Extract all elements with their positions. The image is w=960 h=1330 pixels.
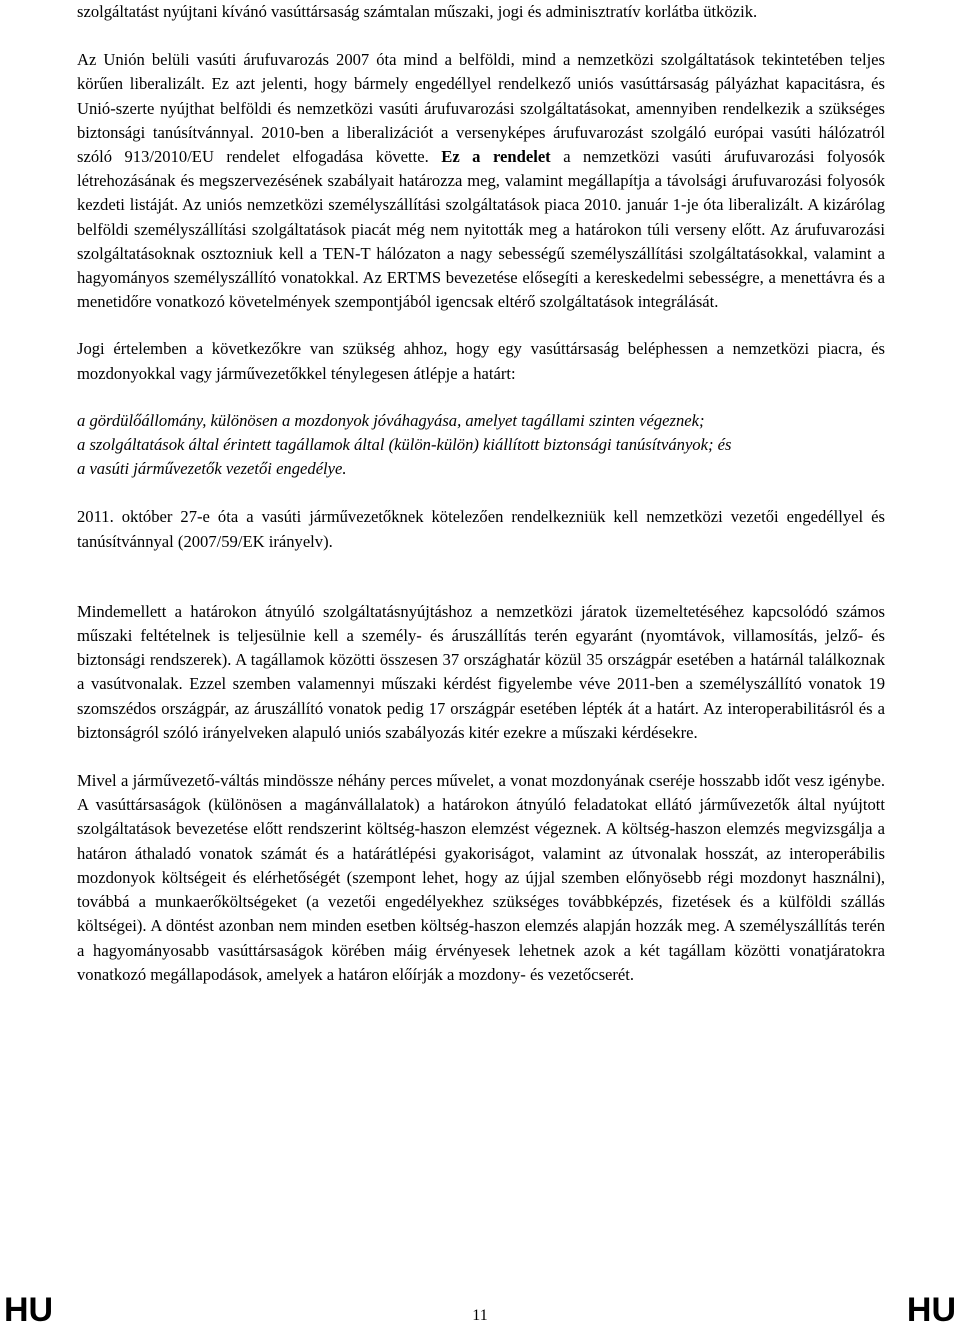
page-footer bbox=[0, 1290, 960, 1330]
list-item: a vasúti járművezetők vezetői engedélye. bbox=[77, 459, 347, 479]
paragraph-intro-continuation: szolgáltatást nyújtani kívánó vasúttársaság számtalan műszaki, jogi és adminisztratív korlátba ütközik. bbox=[77, 2, 758, 21]
paragraph-technical-conditions: Mindemellett a határokon átnyúló szolgáltatásnyújtáshoz a nemzetközi járatok üzemeltetéséhez kapcsolódó számos műszaki feltételnek is teljesülnie kell a személy- és áruszállítás terén egyaránt (nyomtávok, villamosítás, jelző- és biztonsági rendszerek). A tagállamok közötti összesen 37 országhatár közül 35 országpár esetében a határnál találkoznak a vasútvonalak. Ezzel szemben valamennyi műszaki kérdést figyelembe véve 2011-ben a személyszállító vonatok 19 szomszédos országpár, az áruszállító vonatok pedig 17 országpár esetében lépték át a határt. Az interoperabilitásról és a biztonságról szóló irányelveken alapuló uniós szabályozás kitér ezekre a műszaki kérdésekre. bbox=[77, 601, 885, 742]
list-item: a gördülőállomány, különösen a mozdonyok jóváhagyása, amelyet tagállami szinten végeznek; bbox=[77, 410, 705, 430]
language-code-left: HU bbox=[4, 1291, 54, 1329]
paragraph-driver-change: Mivel a járművezető-váltás mindössze néhány perces művelet, a vonat mozdonyának cseréje hosszabb időt vesz igénybe. A vasúttársaságok (különösen a magánvállalatok) a határokon átnyúló feladatokat ellátó járművezetők által nyújtott szolgáltatások bevezetése előtt rendszerint költség-haszon elemzést végeznek. A költség-haszon elemzés megvizsgálja a határon áthaladó vonatok számát és a határátlépési gyakoriságot, valamint az útvonalak hosszát, az interoperábilis mozdonyok költségeit és elérhetőségét (szempont lehet, hogy az újjal szemben előnyösebb régi mozdonyt használni), továbbá a munkaerőköltségeket (a vezetői engedélyekhez szükséges továbbképzés, fizetések és a külföldi szállás költségei). A döntést azonban nem minden esetben költség-haszon elemzés alapján hozzák meg. A személyszállítás terén a hagyományosabb vasúttársaságok körében máig érvényesek lehetnek azok a két tagállam közötti vonatjáratokra vonatkozó megállapodások, amelyek a határon előírják a mozdony- és vezetőcserét. bbox=[77, 771, 885, 984]
paragraph-legal-requirements: Jogi értelemben a következőkre van szükség ahhoz, hogy egy vasúttársaság beléphessen a nemzetközi piacra, és mozdonyokkal vagy járművezetőkkel ténylegesen átlépje a határt: bbox=[77, 339, 885, 383]
requirements-list bbox=[77, 409, 885, 482]
paragraph-liberalization bbox=[77, 48, 885, 314]
paragraph-liberalization-text-a: Az Unión belüli vasúti árufuvarozás 2007 óta mind a belföldi, mind a nemzetközi szolgáltatások tekintetében teljes körűen liberalizált. Ez azt jelenti, hogy bármely engedéllyel rendelkező uniós vasúttársaság pályázhat kapacitásra, és Unió-szerte nyújthat belföldi és nemzetközi vasúti árufuvarozási szolgáltatásokat, amennyiben rendelkezik a szükséges biztonsági tanúsítvánnyal. 2010-ben a liberalizációt a versenyképes árufuvarozást szolgáló európai vasúti hálózatról szóló 913/2010/EU rendelet elfogadása követte. bbox=[77, 50, 885, 167]
list-item: a szolgáltatások által érintett tagállamok által (külön-külön) kiállított biztonsági tanúsítványok; és bbox=[77, 435, 732, 455]
paragraph-driver-license: 2011. október 27-e óta a vasúti járművezetőknek kötelezően rendelkezniük kell nemzetközi vezetői engedéllyel és tanúsítvánnyal (2007/59/EK irányelv). bbox=[77, 507, 885, 551]
page-number: 11 bbox=[472, 1307, 488, 1324]
paragraph-liberalization-text-b: a nemzetközi vasúti árufuvarozási folyosók létrehozásának és megszervezésének szabályait határozza meg, valamint megállapítja a távolsági árufuvarozási folyosók kezdeti listáját. Az uniós nemzetközi személyszállítási szolgáltatások piaca 2010. január 1-je óta liberalizált. A kizárólag belföldi személyszállítási szolgáltatások piacát még nem nyitották meg a határokon túli verseny előtt. Az árufuvarozási szolgáltatásoknak osztozniuk kell a TEN-T hálózaton a nagy sebességű személyszállítási szolgáltatásokkal, valamint a hagyományos személyszállító vonatokkal. Az ERTMS bevezetése elősegíti a kereskedelmi sebességre, a menettávra és a menetidőre vonatkozó követelmények szempontjából igencsak eltérő szolgáltatások integrálását. bbox=[77, 147, 885, 312]
paragraph-liberalization-bold: Ez a rendelet bbox=[441, 147, 551, 167]
document-body bbox=[77, 0, 885, 987]
language-code-right: HU bbox=[906, 1291, 956, 1329]
